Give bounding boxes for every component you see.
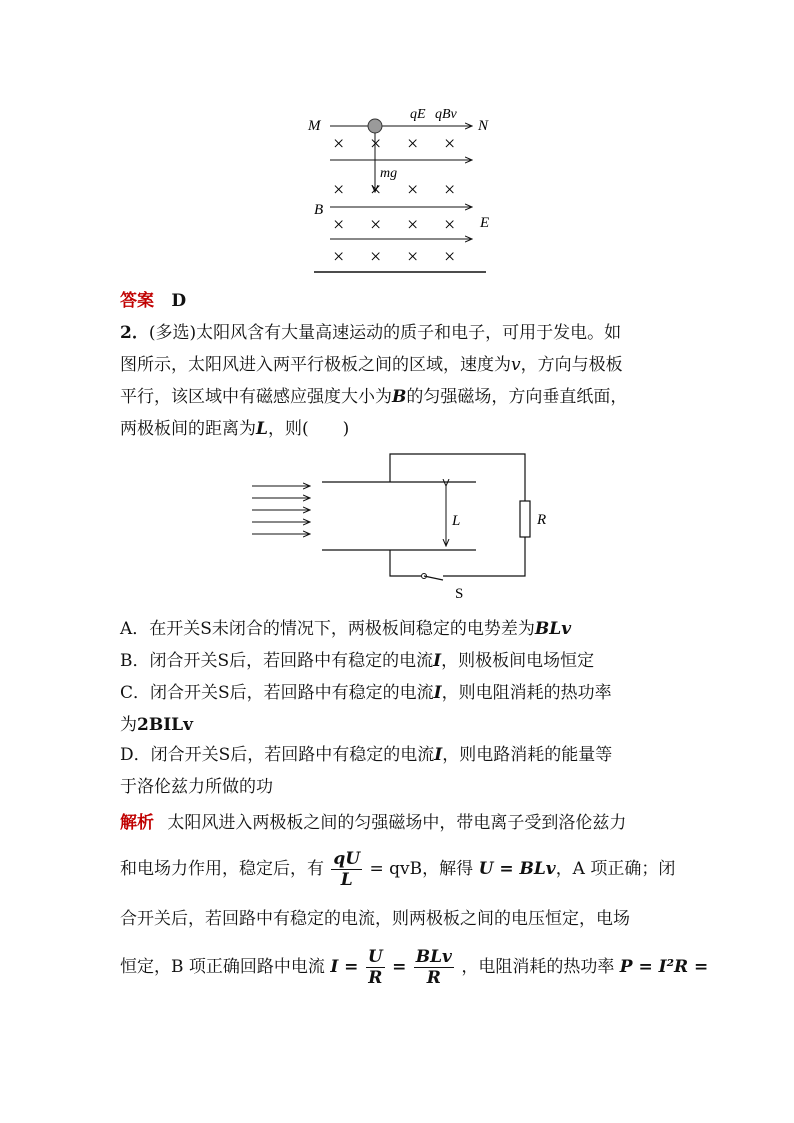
force-mg: mg <box>380 166 398 181</box>
label-E: E <box>480 215 490 231</box>
analysis-text: = qvB，解得 <box>369 859 474 879</box>
option-text: 为 <box>120 715 137 735</box>
question-line-2 <box>120 354 623 376</box>
cross-row-4 <box>333 246 455 268</box>
analysis-tag: 解析 <box>120 813 154 833</box>
cross-mark: × <box>444 133 456 155</box>
cross-mark: × <box>444 246 456 268</box>
question-line-3 <box>120 386 627 408</box>
force-qE: qE <box>410 107 426 122</box>
symbol-v: v <box>511 355 521 375</box>
analysis-text: 恒定，B 项正确回路中电流 <box>120 957 325 977</box>
cross-mark: × <box>444 214 456 236</box>
option-D-cont <box>120 776 273 798</box>
cross-mark: × <box>370 246 382 268</box>
question-text: ，方向与极板 <box>520 355 623 375</box>
answer-line <box>120 290 186 312</box>
option-text: 于洛伦兹力所做的功 <box>120 777 273 797</box>
option-text: ，则电阻消耗的热功率 <box>441 683 612 703</box>
analysis-line-2 <box>120 846 675 892</box>
analysis-line-1 <box>120 812 626 834</box>
label-S: S <box>455 586 464 602</box>
particle <box>368 119 382 133</box>
label-N: N <box>478 118 489 134</box>
analysis-text: 和电场力作用，稳定后，有 <box>120 859 324 879</box>
force-qBv: qBv <box>435 107 457 122</box>
cross-row-2 <box>333 179 455 201</box>
lower-wire <box>443 537 525 576</box>
figure-charged-particle <box>300 104 500 280</box>
resistor <box>520 501 530 537</box>
question-line-4 <box>120 418 349 440</box>
analysis-text: 合开关后，若回路中有稳定的电流，则两极板之间的电压恒定，电场 <box>120 909 630 929</box>
analysis-equation: I = <box>330 957 359 977</box>
cross-mark: × <box>407 214 419 236</box>
cross-mark: × <box>333 179 345 201</box>
fraction-BLv-R <box>414 947 454 988</box>
cross-mark: × <box>444 179 456 201</box>
option-symbol: I <box>433 683 442 703</box>
cross-mark: × <box>333 246 345 268</box>
analysis-text: 太阳风进入两极板之间的匀强磁场中，带电离子受到洛伦兹力 <box>167 813 627 833</box>
cross-mark: × <box>407 246 419 268</box>
cross-row-3 <box>333 214 455 236</box>
option-text: D．闭合开关S后，若回路中有稳定的电流 <box>120 745 435 765</box>
option-C-cont <box>120 714 193 736</box>
option-symbol: I <box>433 651 442 671</box>
option-symbol: BLv <box>534 619 572 639</box>
question-line-1 <box>120 322 621 344</box>
question-text: 的匀强磁场，方向垂直纸面， <box>406 387 628 407</box>
cross-mark: × <box>407 133 419 155</box>
answer-value: D <box>171 291 187 311</box>
label-L: L <box>452 513 461 529</box>
label-R: R <box>537 512 547 528</box>
question-text: 两极板间的距离为 <box>120 419 256 439</box>
option-text: B．闭合开关S后，若回路中有稳定的电流 <box>120 651 434 671</box>
option-symbol: I <box>434 745 443 765</box>
cross-mark: × <box>407 179 419 201</box>
fraction-numerator: BLv <box>415 947 452 967</box>
fraction-qU-L <box>331 849 362 890</box>
cross-mark: × <box>370 179 382 201</box>
fraction-denominator: R <box>368 968 383 988</box>
symbol-B: B <box>392 387 407 407</box>
cross-mark: × <box>370 214 382 236</box>
fraction-denominator: L <box>340 870 353 890</box>
fraction-numerator: qU <box>333 849 361 869</box>
option-D[interactable] <box>120 744 612 766</box>
question-text: (多选)太阳风含有大量高速运动的质子和电子，可用于发电。如 <box>148 323 622 343</box>
analysis-equation: P = I²R = <box>619 957 709 977</box>
analysis-line-3 <box>120 908 630 930</box>
option-text: ，则电路消耗的能量等 <box>442 745 613 765</box>
option-text: ，则极板间电场恒定 <box>441 651 595 671</box>
option-text: C．闭合开关S后，若回路中有稳定的电流 <box>120 683 434 703</box>
switch-wire <box>390 550 421 576</box>
upper-wire <box>390 454 525 501</box>
cross-mark: × <box>333 133 345 155</box>
answer-tag: 答案 <box>120 291 154 311</box>
label-B: B <box>314 202 324 218</box>
option-text: A．在开关S未闭合的情况下，两极板间稳定的电势差为 <box>120 619 535 639</box>
fraction-denominator: R <box>426 968 441 988</box>
question-text: 平行，该区域中有磁感应强度大小为 <box>120 387 392 407</box>
option-A[interactable] <box>120 618 571 640</box>
analysis-text: ，A 项正确；闭 <box>555 859 676 879</box>
switch-blade[interactable] <box>424 576 443 580</box>
fraction-numerator: U <box>367 947 383 967</box>
question-text: 图所示，太阳风进入两平行极板之间的区域，速度为 <box>120 355 511 375</box>
option-C[interactable] <box>120 682 612 704</box>
cross-mark: × <box>333 214 345 236</box>
analysis-text: ，电阻消耗的热功率 <box>461 957 615 977</box>
analysis-equation: U = BLv <box>478 859 556 879</box>
analysis-line-4 <box>120 944 708 990</box>
option-B[interactable] <box>120 650 594 672</box>
question-number: 2． <box>120 323 149 343</box>
cross-mark: × <box>370 133 382 155</box>
fraction-U-R <box>366 947 385 988</box>
symbol-L: L <box>256 419 268 439</box>
question-text: ，则( ) <box>267 419 350 439</box>
solar-wind-arrows <box>252 486 310 534</box>
analysis-equation: = <box>392 957 407 977</box>
figure-plate-generator <box>240 446 570 606</box>
label-M: M <box>308 118 321 134</box>
option-symbol: 2BILv <box>137 715 193 735</box>
cross-row-1 <box>333 133 455 155</box>
